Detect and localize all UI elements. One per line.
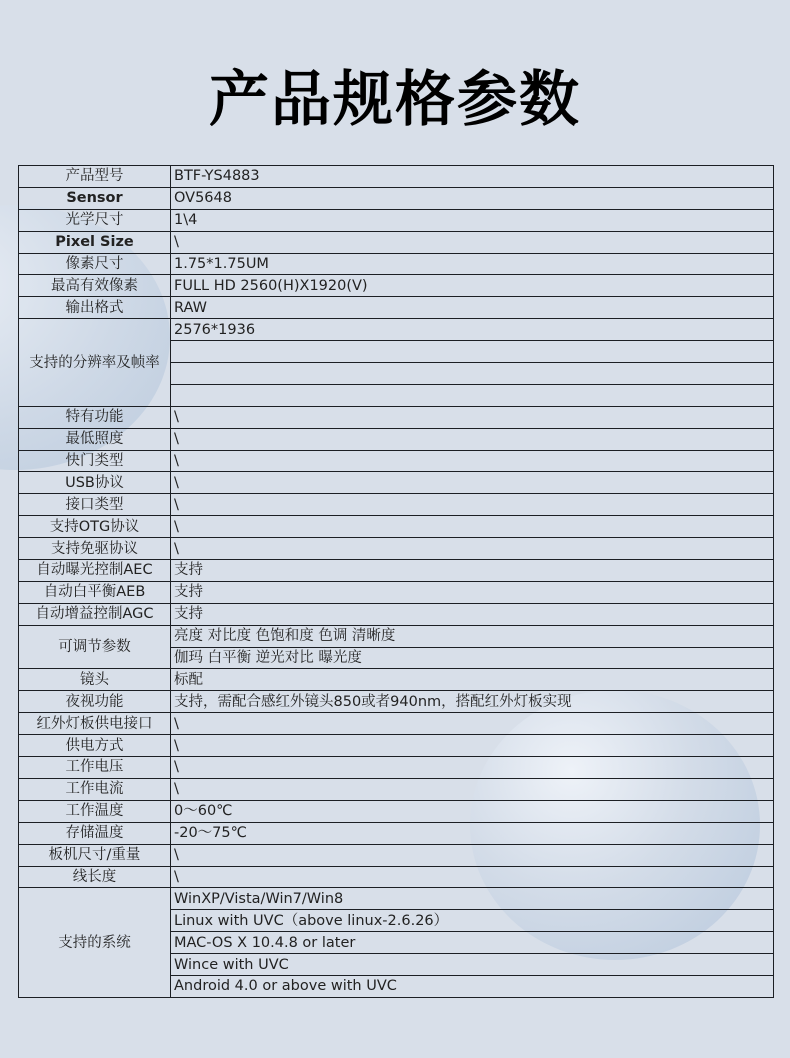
table-row bbox=[19, 713, 774, 735]
table-row bbox=[19, 538, 774, 560]
spec-label: 自动曝光控制AEC bbox=[19, 560, 171, 582]
spec-value: Linux with UVC（above linux-2.6.26） bbox=[171, 910, 774, 932]
spec-label: 板机尺寸/重量 bbox=[19, 844, 171, 866]
spec-value: \ bbox=[171, 406, 774, 428]
table-row bbox=[19, 450, 774, 472]
spec-label: 支持的分辨率及帧率 bbox=[19, 319, 171, 407]
table-row bbox=[19, 757, 774, 779]
spec-label: 最低照度 bbox=[19, 428, 171, 450]
spec-label: 存储温度 bbox=[19, 822, 171, 844]
table-row bbox=[19, 209, 774, 231]
table-row bbox=[19, 516, 774, 538]
table-row bbox=[19, 560, 774, 582]
spec-value: OV5648 bbox=[171, 187, 774, 209]
spec-value bbox=[171, 341, 774, 363]
spec-label: 最高有效像素 bbox=[19, 275, 171, 297]
table-row bbox=[19, 669, 774, 691]
table-row bbox=[19, 866, 774, 888]
spec-value: 亮度 对比度 色饱和度 色调 清晰度 bbox=[171, 625, 774, 647]
spec-value: 0～60℃ bbox=[171, 800, 774, 822]
spec-value: \ bbox=[171, 450, 774, 472]
spec-label: 工作电流 bbox=[19, 778, 171, 800]
spec-label: Sensor bbox=[19, 187, 171, 209]
table-row bbox=[19, 494, 774, 516]
table-row bbox=[19, 253, 774, 275]
spec-label: 红外灯板供电接口 bbox=[19, 713, 171, 735]
spec-label: 接口类型 bbox=[19, 494, 171, 516]
table-row bbox=[19, 844, 774, 866]
spec-value: \ bbox=[171, 778, 774, 800]
spec-value bbox=[171, 384, 774, 406]
spec-label: 线长度 bbox=[19, 866, 171, 888]
table-row bbox=[19, 187, 774, 209]
table-row bbox=[19, 319, 774, 341]
spec-value: 支持，需配合感红外镜头850或者940nm，搭配红外灯板实现 bbox=[171, 691, 774, 713]
spec-label: 支持的系统 bbox=[19, 888, 171, 997]
table-row bbox=[19, 166, 774, 188]
spec-value: \ bbox=[171, 844, 774, 866]
spec-value: \ bbox=[171, 516, 774, 538]
spec-label: 工作电压 bbox=[19, 757, 171, 779]
spec-label: 特有功能 bbox=[19, 406, 171, 428]
spec-label: 产品型号 bbox=[19, 166, 171, 188]
spec-value: WinXP/Vista/Win7/Win8 bbox=[171, 888, 774, 910]
spec-value: \ bbox=[171, 866, 774, 888]
table-row bbox=[19, 691, 774, 713]
table-row bbox=[19, 406, 774, 428]
spec-label: 光学尺寸 bbox=[19, 209, 171, 231]
spec-label: 镜头 bbox=[19, 669, 171, 691]
spec-label: 支持OTG协议 bbox=[19, 516, 171, 538]
spec-value: -20～75℃ bbox=[171, 822, 774, 844]
spec-value: Wince with UVC bbox=[171, 954, 774, 976]
table-row bbox=[19, 297, 774, 319]
spec-value: 标配 bbox=[171, 669, 774, 691]
table-row bbox=[19, 581, 774, 603]
table-row bbox=[19, 428, 774, 450]
spec-value: 支持 bbox=[171, 560, 774, 582]
table-row bbox=[19, 625, 774, 647]
table-row bbox=[19, 800, 774, 822]
spec-value: \ bbox=[171, 757, 774, 779]
spec-label: 自动增益控制AGC bbox=[19, 603, 171, 625]
spec-value: \ bbox=[171, 231, 774, 253]
spec-label: 支持免驱协议 bbox=[19, 538, 171, 560]
spec-value: MAC-OS X 10.4.8 or later bbox=[171, 932, 774, 954]
spec-value: 支持 bbox=[171, 581, 774, 603]
spec-value: RAW bbox=[171, 297, 774, 319]
spec-label: USB协议 bbox=[19, 472, 171, 494]
spec-label: 输出格式 bbox=[19, 297, 171, 319]
spec-value: 1.75*1.75UM bbox=[171, 253, 774, 275]
spec-value: \ bbox=[171, 494, 774, 516]
spec-label: 自动白平衡AEB bbox=[19, 581, 171, 603]
spec-value: 2576*1936 bbox=[171, 319, 774, 341]
spec-label: 供电方式 bbox=[19, 735, 171, 757]
spec-value bbox=[171, 363, 774, 385]
table-row bbox=[19, 275, 774, 297]
spec-value: FULL HD 2560(H)X1920(V) bbox=[171, 275, 774, 297]
spec-value: \ bbox=[171, 713, 774, 735]
spec-label: 快门类型 bbox=[19, 450, 171, 472]
spec-value: \ bbox=[171, 428, 774, 450]
table-row bbox=[19, 603, 774, 625]
spec-value: Android 4.0 or above with UVC bbox=[171, 975, 774, 997]
page-title: 产品规格参数 bbox=[209, 65, 581, 135]
spec-label: 像素尺寸 bbox=[19, 253, 171, 275]
spec-value: 伽玛 白平衡 逆光对比 曝光度 bbox=[171, 647, 774, 669]
spec-value: 1\4 bbox=[171, 209, 774, 231]
table-row bbox=[19, 778, 774, 800]
table-row bbox=[19, 472, 774, 494]
table-row bbox=[19, 231, 774, 253]
spec-value: \ bbox=[171, 472, 774, 494]
spec-value: \ bbox=[171, 735, 774, 757]
spec-value: 支持 bbox=[171, 603, 774, 625]
spec-label: Pixel Size bbox=[19, 231, 171, 253]
table-row bbox=[19, 735, 774, 757]
spec-label: 可调节参数 bbox=[19, 625, 171, 669]
spec-table bbox=[18, 165, 774, 998]
spec-value: \ bbox=[171, 538, 774, 560]
spec-label: 工作温度 bbox=[19, 800, 171, 822]
spec-value: BTF-YS4883 bbox=[171, 166, 774, 188]
table-row bbox=[19, 888, 774, 910]
spec-label: 夜视功能 bbox=[19, 691, 171, 713]
table-row bbox=[19, 822, 774, 844]
